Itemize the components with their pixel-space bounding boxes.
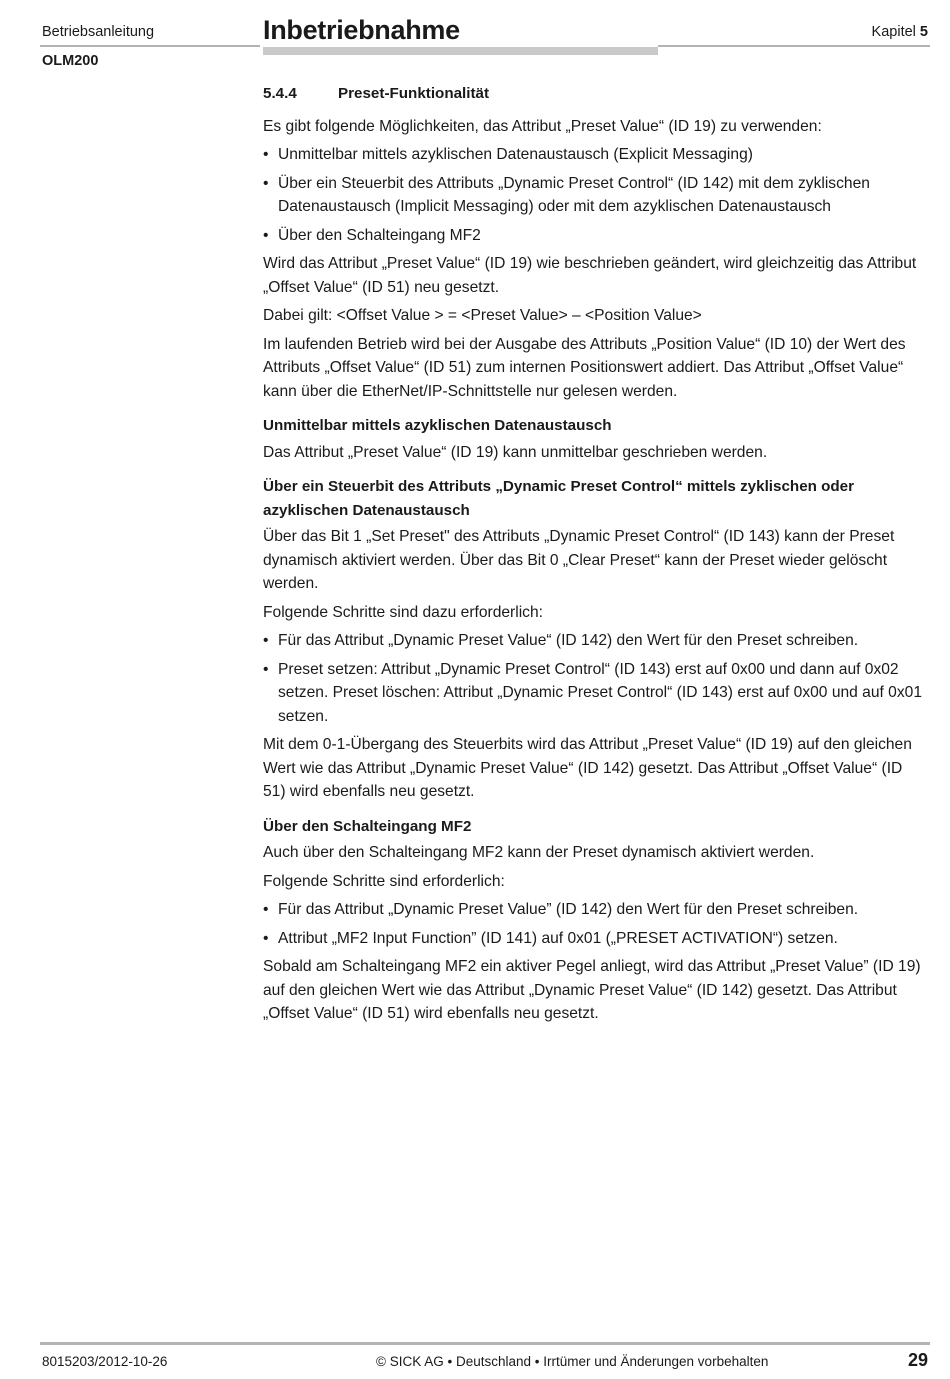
list-item: • Über den Schalteingang MF2 bbox=[263, 224, 923, 248]
subheading-control-bit: Über ein Steuerbit des Attributs „Dynamic Preset Control“ mittels zyklischen oder azyklischen Datenaustausch bbox=[263, 478, 855, 519]
header-rule-left bbox=[40, 45, 260, 47]
copyright-line: © SICK AG • Deutschland • Irrtümer und Änderungen vorbehalten bbox=[376, 1354, 769, 1369]
bullet: • bbox=[263, 174, 269, 192]
document-type: Betriebsanleitung bbox=[42, 24, 155, 40]
bullet: • bbox=[263, 901, 269, 918]
list-item: • Für das Attribut „Dynamic Preset Value” (ID 142) den Wert für den Preset schreiben. bbox=[263, 898, 923, 922]
list-item: • Für das Attribut „Dynamic Preset Value“ (ID 142) den Wert für den Preset schreiben. bbox=[263, 629, 923, 653]
page-number: 29 bbox=[907, 1350, 928, 1370]
list-item: • Preset setzen: Attribut „Dynamic Preset Control“ (ID 143) erst auf 0x00 und dann auf 0x02 setzen. Preset löschen: Attribut „Dynamic Preset Control“ (ID 143) erst auf 0x00 und auf 0x01 setzen. bbox=[263, 658, 923, 729]
bullet: • bbox=[263, 146, 269, 163]
bullet: • bbox=[263, 632, 269, 649]
list-item: • Unmittelbar mittels azyklischen Datenaustausch (Explicit Messaging) bbox=[263, 143, 923, 167]
footer-rule bbox=[40, 1342, 930, 1345]
intro-list bbox=[263, 143, 923, 247]
bullet: • bbox=[263, 226, 269, 244]
list-item: • Attribut „MF2 Input Function” (ID 141) auf 0x01 („PRESET ACTIVATION“) setzen. bbox=[263, 927, 923, 951]
header-rule-main bbox=[263, 47, 658, 55]
control-bit-paragraph: Über das Bit 1 „Set Preset" des Attributs „Dynamic Preset Control“ (ID 143) kann der Preset dynamisch aktiviert werden. Über das Bit 0 „Clear Preset“ kann der Preset wieder gelöscht werden. bbox=[263, 528, 895, 592]
chapter-title: Inbetriebnahme bbox=[263, 15, 460, 45]
mf2-closing: Sobald am Schalteingang MF2 ein aktiver Pegel anliegt, wird das Attribut „Preset Value” (ID 19) auf den gleichen Wert wie das Attribut „Dynamic Preset Value“ (ID 142) gesetzt. Das Attribut „Offset Value“ (ID 51) wird ebenfalls neu gesetzt. bbox=[263, 958, 921, 1022]
bullet: • bbox=[263, 929, 269, 947]
mf2-paragraph: Auch über den Schalteingang MF2 kann der Preset dynamisch aktiviert werden. bbox=[263, 844, 815, 861]
bullet: • bbox=[263, 660, 269, 678]
mf2-steps bbox=[263, 898, 923, 950]
chapter-indicator bbox=[872, 24, 928, 40]
list-item: • Über ein Steuerbit des Attributs „Dynamic Preset Control“ (ID 142) mit dem zyklischen Datenaustausch (Implicit Messaging) oder mit dem azyklischen Datenaustausch bbox=[263, 172, 923, 219]
product-name: OLM200 bbox=[42, 53, 99, 69]
control-bit-steps bbox=[263, 629, 923, 728]
formula-paragraph: Dabei gilt: <Offset Value > = <Preset Value> – <Position Value> bbox=[263, 307, 702, 324]
mf2-steps-intro: Folgende Schritte sind erforderlich: bbox=[263, 872, 505, 890]
control-bit-steps-intro: Folgende Schritte sind dazu erforderlich: bbox=[263, 603, 543, 621]
document-number: 8015203/2012-10-26 bbox=[42, 1354, 168, 1369]
section-title: Preset-Funktionalität bbox=[338, 85, 490, 102]
acyclic-paragraph: Das Attribut „Preset Value“ (ID 19) kann unmittelbar geschrieben werden. bbox=[263, 443, 768, 461]
section-heading bbox=[263, 82, 923, 106]
control-bit-closing: Mit dem 0-1-Übergang des Steuerbits wird das Attribut „Preset Value“ (ID 19) auf den gleichen Wert wie das Attribut „Dynamic Preset Value“ (ID 142) gesetzt. Das Attribut „Offset Value“ (ID 51) wird ebenfalls neu gesetzt. bbox=[263, 736, 912, 800]
operation-paragraph: Im laufenden Betrieb wird bei der Ausgabe des Attributs „Position Value“ (ID 10) der Wert des Attributs „Offset Value“ (ID 51) zum internen Positionswert addiert. Das Attribut „Offset Value“ kann über die EtherNet/IP-Schnittstelle nur gelesen werden. bbox=[263, 335, 906, 400]
section-number: 5.4.4 bbox=[263, 85, 297, 102]
subheading-acyclic: Unmittelbar mittels azyklischen Datenaustausch bbox=[263, 417, 612, 434]
intro-paragraph: Es gibt folgende Möglichkeiten, das Attribut „Preset Value“ (ID 19) zu verwenden: bbox=[263, 117, 822, 135]
page-content bbox=[263, 82, 923, 1031]
change-paragraph: Wird das Attribut „Preset Value“ (ID 19) wie beschrieben geändert, wird gleichzeitig das Attribut „Offset Value“ (ID 51) neu gesetzt. bbox=[263, 255, 917, 296]
chapter-number: 5 bbox=[919, 24, 928, 40]
chapter-label: Kapitel bbox=[871, 24, 916, 40]
subheading-mf2: Über den Schalteingang MF2 bbox=[263, 817, 472, 835]
header-rule-right bbox=[658, 45, 930, 47]
